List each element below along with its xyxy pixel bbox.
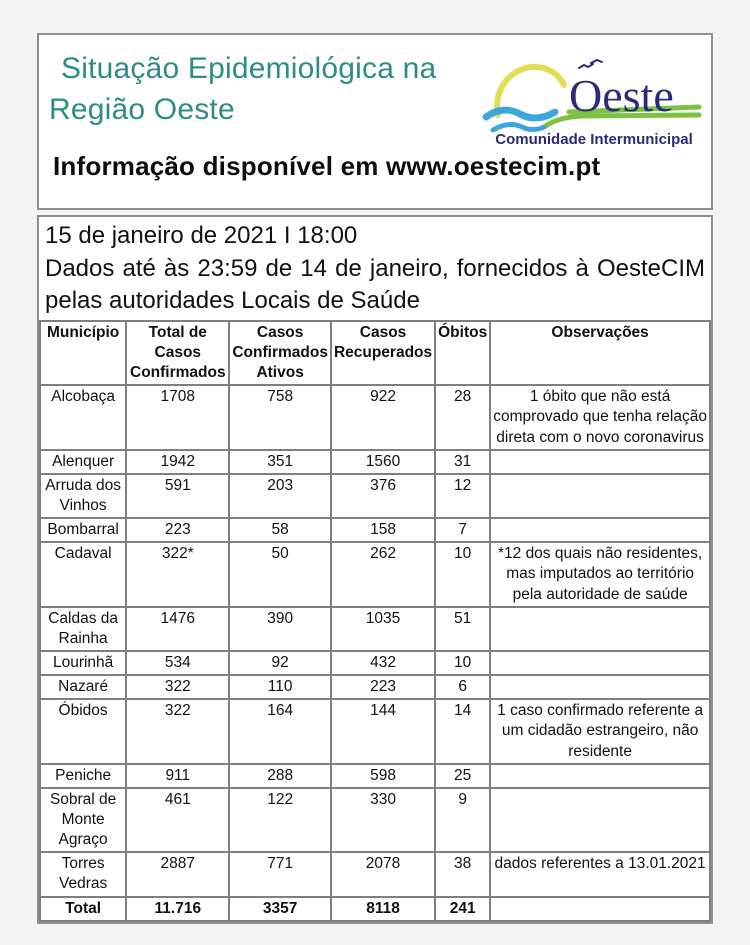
table-row	[40, 518, 710, 542]
table-row	[40, 474, 710, 518]
cell-total-confirmados: 1476	[126, 607, 229, 651]
logo-wordmark: Oeste	[569, 70, 674, 121]
cell-municipio: Alenquer	[40, 450, 126, 474]
cell-recuperados: 376	[331, 474, 435, 518]
cell-obitos: 10	[435, 542, 490, 606]
cell-recuperados: 1035	[331, 607, 435, 651]
cell-recuperados: 922	[331, 385, 435, 449]
cell-recuperados: 2078	[331, 852, 435, 896]
page-title	[49, 49, 485, 130]
cell-obitos: 241	[435, 897, 490, 921]
report-card	[37, 215, 713, 924]
cell-observacoes	[490, 788, 710, 852]
cell-confirmados-ativos: 351	[229, 450, 331, 474]
column-header: Observações	[490, 321, 710, 385]
report-note: Dados até às 23:59 de 14 de janeiro, fornecidos à OesteCIM pelas autoridades Locais de Saúde	[45, 254, 705, 315]
header-row	[40, 321, 710, 385]
table-row	[40, 385, 710, 449]
total-row	[40, 897, 710, 921]
cell-total-confirmados: 322	[126, 675, 229, 699]
cell-recuperados: 330	[331, 788, 435, 852]
cell-municipio: Torres Vedras	[40, 852, 126, 896]
cell-obitos: 31	[435, 450, 490, 474]
cell-obitos: 14	[435, 699, 490, 763]
column-header: Casos Recuperados	[331, 321, 435, 385]
covid-table-head	[40, 321, 710, 385]
cell-confirmados-ativos: 288	[229, 764, 331, 788]
table-row	[40, 699, 710, 763]
column-header: Óbitos	[435, 321, 490, 385]
logo-wave-icon	[493, 125, 546, 130]
cell-municipio: Bombarral	[40, 518, 126, 542]
cell-municipio: Alcobaça	[40, 385, 126, 449]
cell-confirmados-ativos: 110	[229, 675, 331, 699]
covid-table-body	[40, 385, 710, 920]
cell-total-confirmados: 591	[126, 474, 229, 518]
cell-total-confirmados: 1708	[126, 385, 229, 449]
cell-municipio: Sobral de Monte Agraço	[40, 788, 126, 852]
cell-obitos: 51	[435, 607, 490, 651]
table-row	[40, 607, 710, 651]
cell-recuperados: 598	[331, 764, 435, 788]
cell-confirmados-ativos: 92	[229, 651, 331, 675]
cell-recuperados: 432	[331, 651, 435, 675]
oeste-logo	[485, 55, 703, 147]
cell-recuperados: 8118	[331, 897, 435, 921]
cell-total-confirmados: 322*	[126, 542, 229, 606]
cell-observacoes	[490, 897, 710, 921]
cell-municipio: Lourinhã	[40, 651, 126, 675]
cell-observacoes: *12 dos quais não residentes, mas imputados ao território pela autoridade de saúde	[490, 542, 710, 606]
table-row	[40, 651, 710, 675]
header-card	[37, 33, 713, 210]
cell-recuperados: 223	[331, 675, 435, 699]
cell-total-confirmados: 2887	[126, 852, 229, 896]
table-row	[40, 675, 710, 699]
cell-obitos: 38	[435, 852, 490, 896]
cell-observacoes	[490, 764, 710, 788]
report-date: 15 de janeiro de 2021 I 18:00	[45, 222, 358, 249]
table-row	[40, 788, 710, 852]
covid-table	[39, 320, 711, 922]
cell-confirmados-ativos: 758	[229, 385, 331, 449]
cell-obitos: 25	[435, 764, 490, 788]
cell-municipio: Arruda dos Vinhos	[40, 474, 126, 518]
table-row	[40, 852, 710, 896]
cell-total-confirmados: 911	[126, 764, 229, 788]
cell-recuperados: 144	[331, 699, 435, 763]
page-title-line1: Situação Epidemiológica na	[61, 52, 437, 85]
cell-total-confirmados: 461	[126, 788, 229, 852]
cell-recuperados: 158	[331, 518, 435, 542]
cell-obitos: 10	[435, 651, 490, 675]
cell-confirmados-ativos: 164	[229, 699, 331, 763]
cell-confirmados-ativos: 771	[229, 852, 331, 896]
cell-obitos: 7	[435, 518, 490, 542]
cell-municipio: Peniche	[40, 764, 126, 788]
cell-confirmados-ativos: 390	[229, 607, 331, 651]
cell-observacoes	[490, 675, 710, 699]
cell-total-confirmados: 11.716	[126, 897, 229, 921]
cell-municipio: Nazaré	[40, 675, 126, 699]
logo-subtitle: Comunidade Intermunicipal	[495, 131, 693, 148]
cell-municipio: Total	[40, 897, 126, 921]
cell-observacoes: 1 caso confirmado referente a um cidadão estrangeiro, não residente	[490, 699, 710, 763]
cell-total-confirmados: 1942	[126, 450, 229, 474]
table-row	[40, 542, 710, 606]
cell-confirmados-ativos: 122	[229, 788, 331, 852]
cell-observacoes	[490, 607, 710, 651]
cell-total-confirmados: 322	[126, 699, 229, 763]
cell-observacoes	[490, 651, 710, 675]
cell-observacoes: dados referentes a 13.01.2021	[490, 852, 710, 896]
header-top	[49, 49, 703, 147]
cell-observacoes: 1 óbito que não está comprovado que tenha relação direta com o novo coronavirus	[490, 385, 710, 449]
info-line: Informação disponível em www.oestecim.pt	[53, 151, 601, 181]
cell-confirmados-ativos: 3357	[229, 897, 331, 921]
cell-confirmados-ativos: 50	[229, 542, 331, 606]
cell-obitos: 28	[435, 385, 490, 449]
column-header: Casos Confirmados Ativos	[229, 321, 331, 385]
cell-obitos: 9	[435, 788, 490, 852]
cell-observacoes	[490, 450, 710, 474]
cell-total-confirmados: 534	[126, 651, 229, 675]
cell-total-confirmados: 223	[126, 518, 229, 542]
cell-recuperados: 1560	[331, 450, 435, 474]
cell-obitos: 12	[435, 474, 490, 518]
cell-confirmados-ativos: 58	[229, 518, 331, 542]
cell-municipio: Caldas da Rainha	[40, 607, 126, 651]
table-row	[40, 450, 710, 474]
cell-obitos: 6	[435, 675, 490, 699]
cell-observacoes	[490, 518, 710, 542]
cell-municipio: Óbidos	[40, 699, 126, 763]
cell-recuperados: 262	[331, 542, 435, 606]
logo-bird-icon	[579, 64, 593, 68]
cell-municipio: Cadaval	[40, 542, 126, 606]
page-title-line2: Região Oeste	[49, 92, 235, 126]
logo-bird-icon	[591, 60, 602, 63]
column-header: Município	[40, 321, 126, 385]
cell-confirmados-ativos: 203	[229, 474, 331, 518]
column-header: Total de Casos Confirmados	[126, 321, 229, 385]
table-row	[40, 764, 710, 788]
cell-observacoes	[490, 474, 710, 518]
